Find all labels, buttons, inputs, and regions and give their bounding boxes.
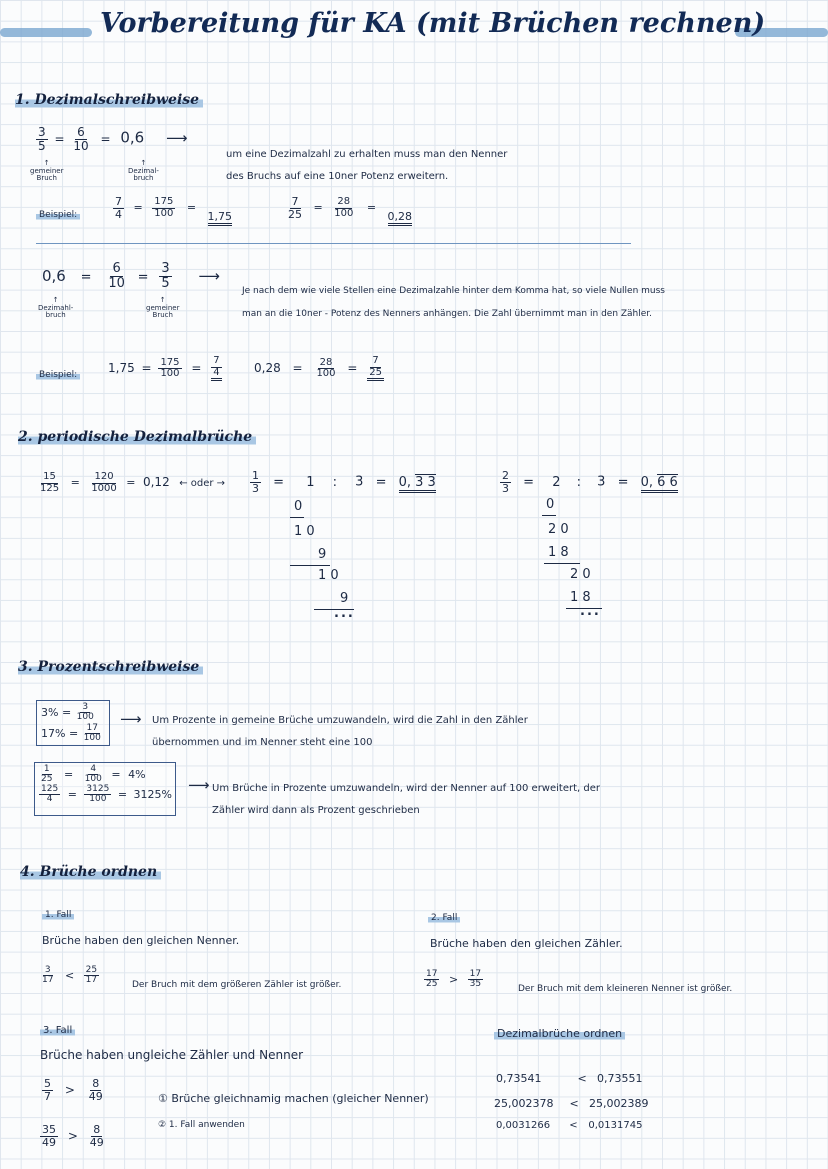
explanation-1: um eine Dezimalzahl zu erhalten muss man den Nenner des Bruchs auf eine 10ner Potenz erweitern. <box>226 149 508 182</box>
division-1-remainder-10: 1 0 <box>294 524 315 539</box>
beispiel-label: Beispiel: <box>36 210 80 220</box>
expansion-example: $\frac{3}{5}$ = $\frac{6}{10}$ = 0,6 ⟶ <box>38 125 188 153</box>
division-line <box>544 563 580 564</box>
division-1-sub-9: 9 <box>318 547 327 562</box>
division-2-remainder-20: 2 0 <box>548 522 569 537</box>
percent-explanation-1: Um Prozente in gemeine Brüche umzuwandeln, wird die Zahl in den Zähler übernommen und im Nenner steht eine 100 <box>152 715 528 748</box>
beispiel-label-2: Beispiel: <box>36 370 80 380</box>
example-7-25: $\frac{7}{25}$ = $\frac{28}{100}$ = 0,28 <box>286 196 412 220</box>
fall-3-comparison-b: $\frac{35}{49}$ > $\frac{8}{49}$ <box>42 1123 104 1149</box>
label-dezimalbruch-2: ↑ Dezimahl- bruch <box>38 296 74 320</box>
fraction: $\frac{3}{5}$ <box>38 125 46 153</box>
fall-2-text: Brüche haben den gleichen Zähler. <box>430 937 623 950</box>
reverse-example: 0,6 = $\frac{6}{10}$ = $\frac{3}{5}$ ⟶ <box>42 261 220 291</box>
fall-1-text: Brüche haben den gleichen Nenner. <box>42 934 240 947</box>
division-2-remainder-0: 0 <box>546 497 555 512</box>
arrow-right-icon: ⟶ <box>188 776 210 794</box>
division-2-sub-18: 1 8 <box>548 545 569 560</box>
arrow-right-icon: ⟶ <box>166 128 188 147</box>
fall-3-text: Brüche haben ungleiche Zähler und Nenner <box>40 1048 304 1062</box>
label-dezimalbruch: ↑ Dezimal- bruch <box>128 159 159 183</box>
fall-1-explanation: Der Bruch mit dem größeren Zähler ist größer. <box>132 980 342 990</box>
fall-2-label: 2. Fall <box>428 913 460 923</box>
division-2-remainder-20b: 2 0 <box>570 567 591 582</box>
fall-2-explanation: Der Bruch mit dem kleineren Nenner ist größer. <box>518 984 733 994</box>
division-1-by-3: $\frac{1}{3}$ = 1 : 3 = 0, 3 3 <box>252 469 436 495</box>
fall-1-label: 1. Fall <box>42 910 74 920</box>
fall-3-comparison-a: $\frac{5}{7}$ > $\frac{8}{49}$ <box>44 1077 103 1103</box>
section-2-heading: 2. periodische Dezimalbrüche <box>18 429 256 446</box>
dezimal-row: 0,0031266 < 0,0131745 <box>496 1120 643 1131</box>
label-gemeiner-bruch-2: ↑ gemeiner Bruch <box>146 296 180 320</box>
fall-2-comparison: $\frac{17}{25}$ > $\frac{17}{35}$ <box>426 969 482 990</box>
division-2-dots: ... <box>580 604 601 619</box>
title-underline-left <box>0 28 92 37</box>
division-1-remainder-10b: 1 0 <box>318 568 339 583</box>
division-2-sub-18b: 1 8 <box>570 590 591 605</box>
section-1-heading: 1. Dezimalschreibweise <box>15 92 203 109</box>
fall-1-comparison: $\frac{3}{17}$ < $\frac{25}{17}$ <box>42 965 98 986</box>
division-line <box>290 565 330 566</box>
example-0-28: 0,28 = $\frac{28}{100}$ = $\frac{7}{25}$ <box>254 355 382 379</box>
percent-explanation-2: Um Brüche in Prozente umzuwandeln, wird der Nenner auf 100 erweitert, der Zähler wird dann als Prozent geschrieben <box>212 783 600 816</box>
arrow-right-icon: ⟶ <box>120 710 142 728</box>
section-3-heading: 3. Prozentschreibweise <box>18 659 203 676</box>
oder-arrows: ← oder → <box>179 478 226 489</box>
fall-3-step-2: ② 1. Fall anwenden <box>158 1120 245 1130</box>
dezimal-ordnen-label: Dezimalbrüche ordnen <box>494 1027 625 1040</box>
periodic-example-15-125: $\frac{15}{125}$ = $\frac{120}{1000}$ = 0,12 ← oder → <box>40 471 226 494</box>
division-line <box>290 517 304 518</box>
division-line <box>542 515 556 516</box>
division-1-sub-9b: 9 <box>340 591 349 606</box>
label-gemeiner-bruch: ↑ gemeiner Bruch <box>30 159 64 183</box>
fall-3-step-1: ① Brüche gleichnamig machen (gleicher Nenner) <box>158 1092 429 1105</box>
division-2-by-3: $\frac{2}{3}$ = 2 : 3 = 0, 6 6 <box>502 469 678 495</box>
example-7-4: $\frac{7}{4}$ = $\frac{175}{100}$ = 1,75 <box>113 196 232 220</box>
page-title: Vorbereitung für KA (mit Brüchen rechnen) <box>100 8 766 39</box>
fraction-to-percent-box: $\frac{1}{25}$ = $\frac{4}{100}$ = 4% $\frac{125}{4}$ = $\frac{3125}{100}$ = 3125% <box>34 762 176 816</box>
section-4-heading: 4. Brüche ordnen <box>20 864 161 881</box>
arrow-right-icon: ⟶ <box>198 266 220 285</box>
explanation-2: Je nach dem wie viele Stellen eine Dezimalzahle hinter dem Komma hat, so viele Nullen muss man an die 10ner - Potenz des Nenners anhängen. Die Zahl übernimmt man in den Zähler. <box>242 286 665 319</box>
fall-3-label: 3. Fall <box>40 1025 75 1036</box>
example-1-75: 1,75 = $\frac{175}{100}$ = $\frac{7}{4}$ <box>108 355 220 379</box>
dezimal-row: 25,002378 < 25,002389 <box>494 1097 649 1110</box>
division-1-remainder-0: 0 <box>294 499 303 514</box>
division-1-dots: ... <box>334 606 355 621</box>
percent-to-fraction-box: 3% = $\frac{3}{100}$ 17% = $\frac{17}{100}$ <box>36 700 110 746</box>
dezimal-row: 0,73541 < 0,73551 <box>496 1072 643 1085</box>
fraction: $\frac{6}{10}$ <box>73 125 89 153</box>
section-divider <box>36 243 631 244</box>
